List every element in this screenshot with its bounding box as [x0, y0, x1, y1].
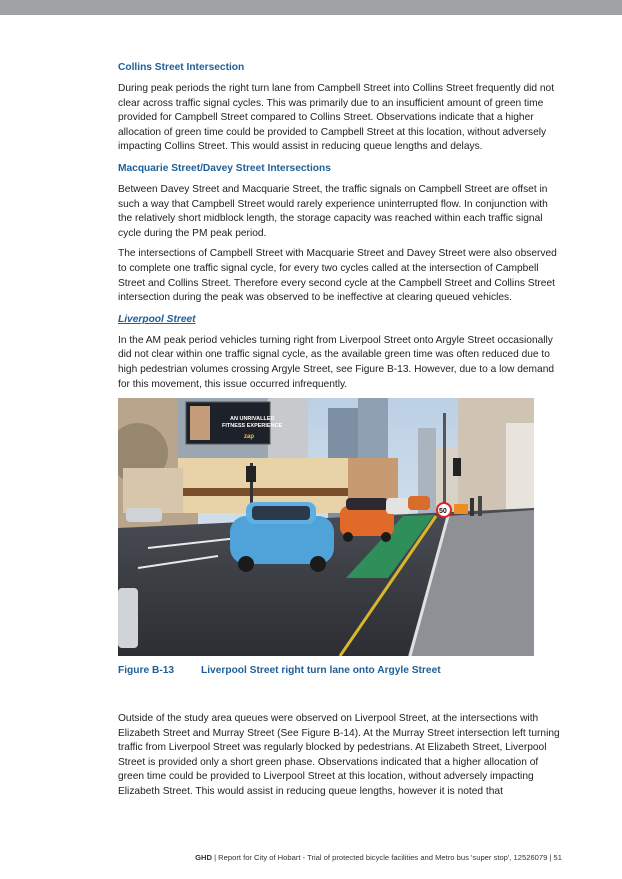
billboard-text: FITNESS EXPERIENCE — [222, 423, 283, 430]
figure-photo — [118, 398, 534, 656]
footer-org: GHD — [195, 853, 212, 862]
section-heading-liverpool[interactable]: Liverpool Street — [118, 313, 196, 325]
car-orange — [340, 498, 394, 542]
footer-text: | Report for City of Hobart - Trial of protected bicycle facilities and Metro bus 'super stop', 12526079 | 51 — [211, 853, 562, 862]
figure-title: Liverpool Street right turn lane onto Argyle Street — [201, 665, 441, 677]
speed-sign: 50 — [439, 508, 447, 516]
paragraph: Outside of the study area queues were observed on Liverpool Street, at the intersections with Elizabeth Street and Murray Street (See Figure B-14). At the Murray Street intersection left turning traffic from Liverpool Street was regularly blocked by pedestrians. At Elizabeth Street, Liverpool Street is provided only a short green phase. Observations indicated that a higher allocation of green time could be provided to Liverpool Street at this location, without adversely impacting Elizabeth Street. This would assist in reducing queue lengths, however it is noted that — [118, 713, 560, 798]
figure-caption — [118, 663, 562, 678]
paragraph: In the AM peak period vehicles turning right from Liverpool Street onto Argyle Street occasionally did not clear within one traffic signal cycle, as the available green time was often reduced due to high pedestrian volumes crossing Argyle Street, see Figure B-13. However, due to a low demand for this movement, this issue occurred infrequently. — [118, 334, 555, 390]
paragraph: The intersections of Campbell Street with Macquarie Street and Davey Street were also observed to complete one traffic signal cycle, for every two cycles called at the intersection of Campbell Street and Collins Street. Therefore every second cycle at the Campbell Street and Collins Street intersection during the peak was observed to be ineffective at clearing queued vehicles. — [118, 248, 557, 304]
figure-number: Figure B-13 — [118, 665, 175, 677]
paragraph: Between Davey Street and Macquarie Street, the traffic signals on Campbell Street are offset in such a way that Campbell Street would rarely experience uninterrupted flow. In conjunction with the relatively short midblock length, the storage capacity was reached within each traffic signal cycle during the PM peak period. — [118, 183, 548, 239]
section-heading-macquarie: Macquarie Street/Davey Street Intersections — [118, 162, 331, 174]
paragraph: During peak periods the right turn lane from Campbell Street into Collins Street frequently did not clear across traffic signal cycles. This was primarily due to an insufficient amount of green time provided for Campbell Street compared to Collins Street. Observations indicate that a higher allocation of green time could be provided to Campbell Street at this location, without adversely impacting Collins Street. This would assist in reducing queue lengths and delays. — [118, 83, 555, 153]
document-body — [118, 60, 562, 806]
header-bar — [0, 0, 622, 15]
billboard-logo: zap — [244, 434, 255, 441]
section-heading-collins: Collins Street Intersection — [118, 62, 245, 73]
billboard-text: AN UNRIVALLED — [230, 416, 275, 423]
page-footer — [0, 853, 562, 862]
